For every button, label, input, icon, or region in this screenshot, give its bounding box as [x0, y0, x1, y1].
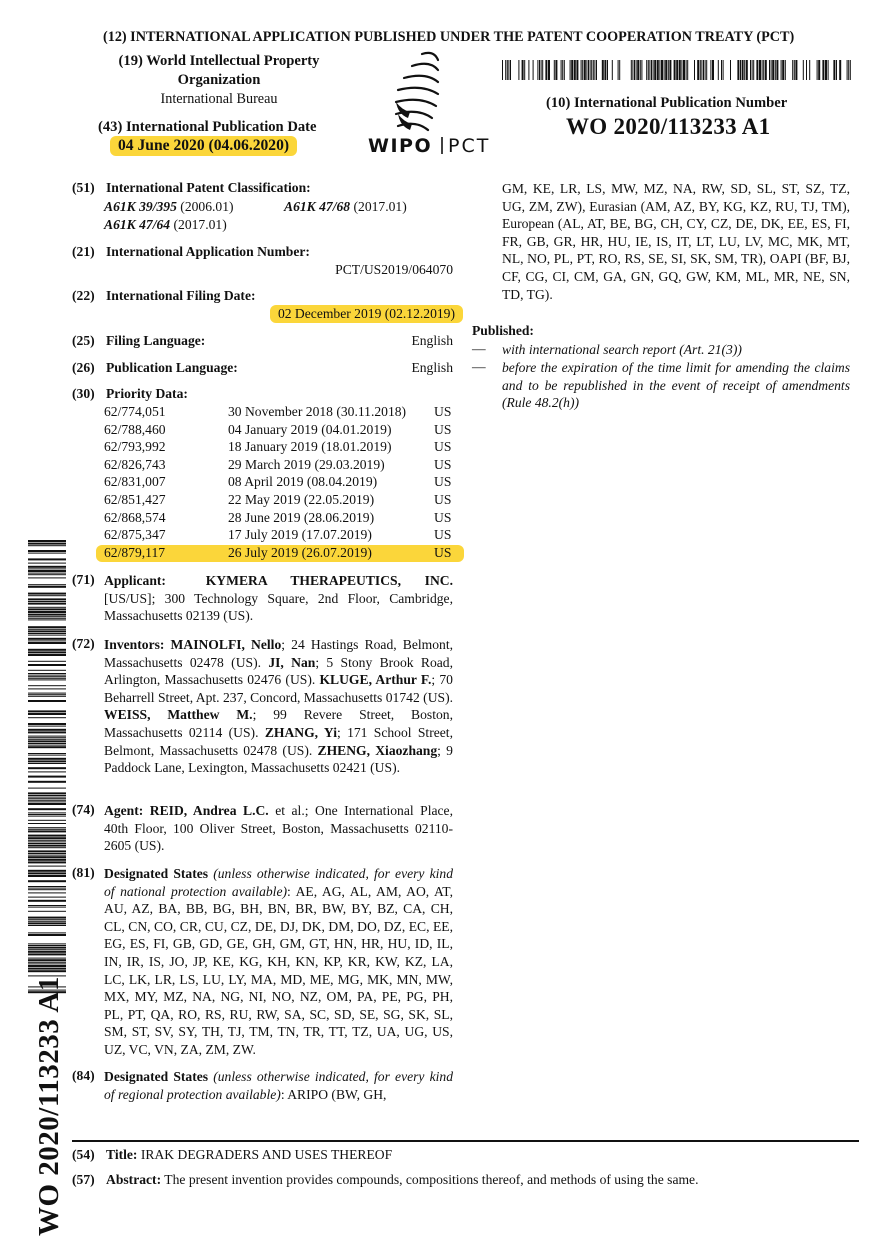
field-51-heading: (51) International Patent Classification: — [72, 180, 311, 195]
priority-country: US — [434, 544, 452, 560]
abstract-label: Abstract: — [106, 1172, 162, 1187]
bibliographic-right-column — [472, 180, 850, 411]
side-publication-number: WO 2020/113233 A1 — [33, 976, 65, 1236]
filing-date-label: International Filing Date: — [106, 288, 256, 303]
wipo-logo-text: WIPO — [368, 135, 433, 157]
priority-row — [104, 422, 494, 440]
organization-name: World Intellectual Property — [146, 53, 320, 69]
priority-date: 22 May 2019 (22.05.2019) — [228, 492, 375, 507]
designated-states-list: : AE, AG, AL, AM, AO, AT, AU, AZ, BA, BB, BG, BH, BN, BR, BW, BY, BZ, CA, CH, CL, CN, CO, CR, CU, CZ, DE, DJ, DK, DM, DO, DZ, EC, EE, EG, ES, FI, GB, GD, GE, GH, GM, GT, HN, HR, HU, ID, IL, IN, IR, IS, JO, JP, KE, KG, KH, KN, KP, KR, KW, KZ, LA, LC, LK, LR, LS, LU, LY, MA, MD, ME, MG, MK, MN, MW, MX, MY, MZ, NA, NG, NI, NO, NZ, OM, PA, PE, PG, PH, PL, PT, QA, RO, RS, RU, RW, SA, SC, SD, SE, SG, SK, SL, SM, ST, SV, SY, TH, TJ, TM, TN, TR, TT, TZ, UA, UG, US, UZ, VC, VN, ZA, ZM, ZW. — [104, 883, 453, 1057]
priority-row — [104, 510, 494, 528]
priority-data-table — [72, 404, 472, 569]
ipc-label: International Patent Classification: — [106, 180, 311, 195]
applicant-address: [US/US]; 300 Technology Square, 2nd Floor, Cambridge, Massachusetts 02139 (US). — [104, 590, 453, 624]
publication-number-label: (10) International Publication Number — [546, 95, 788, 111]
ipc-class: A61K 39/395 — [104, 199, 177, 214]
field-22-heading: (22) International Filing Date: — [72, 288, 256, 303]
field-81-designated-states: (81) Designated States (unless otherwise indicated, for every kind of national protection available): AE, AG, AL, AM, AO, AT, AU, AZ, BA, BB, BG, BH, BN, BR, BW, BY, BZ, CA, CH, CL, CN, CO, CR, CU, CZ, DE, DJ, DK, DM, DO, DZ, EC, EE, EG, ES, FI, GB, GD, GE, GH, GM, GT, HN, HR, HU, ID, IL, IN, IR, IS, JO, JP, KE, KG, KH, KN, KP, KR, KW, KZ, LA, LC, LK, LR, LS, LU, LY, MA, MD, ME, MG, MK, MN, MW, MX, MY, MZ, NA, NG, NI, NO, NZ, OM, PA, PE, PG, PH, PL, PT, QA, RO, RS, RU, RW, SA, SC, SD, SE, SG, SK, SL, SM, ST, SV, SY, TH, TJ, TM, TN, TR, TT, TZ, UA, UG, US, UZ, VC, VN, ZA, ZM, ZW. — [72, 865, 454, 1057]
priority-number: 62/826,743 — [104, 456, 166, 472]
barcode-icon — [502, 60, 852, 80]
priority-number: 62/793,992 — [104, 439, 166, 455]
priority-date: 17 July 2019 (17.07.2019) — [228, 527, 372, 543]
priority-row — [104, 404, 494, 422]
published-before-amendment: before the expiration of the time limit for amending the claims and to be republished in the event of receipt of amendments (Rule 48.2(h)) — [502, 360, 850, 411]
dash-bullet: — — [472, 341, 486, 356]
side-barcode-icon — [28, 540, 66, 995]
field-71-applicant: (71) Applicant: KYMERA THERAPEUTICS, INC. [US/US]; 300 Technology Square, 2nd Floor, Cambridge, Massachusetts 02139 (US). — [72, 572, 453, 624]
document-kind-heading: (12) INTERNATIONAL APPLICATION PUBLISHED UNDER THE PATENT COOPERATION TREATY (PCT) — [103, 29, 795, 45]
organization-name-line1 — [104, 52, 334, 71]
priority-number: 62/774,051 — [104, 404, 166, 419]
priority-date: 04 January 2019 (04.01.2019) — [228, 421, 392, 437]
priority-number: 62/831,007 — [104, 474, 166, 490]
priority-data-label: Priority Data: — [106, 386, 188, 401]
priority-country: US — [434, 404, 452, 419]
priority-country: US — [434, 474, 452, 490]
priority-date: 29 March 2019 (29.03.2019) — [228, 456, 385, 472]
priority-country: US — [434, 492, 452, 507]
priority-row — [104, 492, 494, 510]
organization-name-line2: Organization — [177, 72, 261, 88]
wipo-logo-icon — [368, 48, 504, 157]
priority-number: 62/875,347 — [104, 527, 166, 543]
ipc-class: A61K 47/68 — [284, 199, 351, 214]
filing-language-value: English — [411, 333, 453, 348]
priority-number: 62/788,460 — [104, 421, 166, 437]
priority-row — [104, 474, 494, 492]
title-field: (54) Title: IRAK DEGRADERS AND USES THEREOF — [72, 1147, 393, 1162]
field-84-designated-states: (84) Designated States (unless otherwise indicated, for every kind of regional protection available): ARIPO (BW, GH, — [72, 1068, 454, 1102]
agent-name: REID, Andrea L.C. — [149, 803, 269, 818]
priority-date: 18 January 2019 (18.01.2019) — [228, 439, 392, 455]
inventor-name: MAINOLFI, Nello — [170, 637, 282, 652]
publication-date-label: (43) International Publication Date — [98, 119, 317, 135]
publication-date-value: 04 June 2020 (04.06.2020) — [110, 136, 297, 156]
priority-date: 26 July 2019 (26.07.2019) — [228, 544, 372, 560]
priority-number: 62/879,117 — [104, 544, 166, 560]
ipc-classes-row1b: A61K 47/68 (2017.01) — [284, 199, 407, 214]
priority-number: 62/868,574 — [104, 509, 166, 525]
priority-country: US — [434, 439, 452, 455]
regional-states-continuation: GM, KE, LR, LS, MW, MZ, NA, RW, SD, SL, ST, SZ, TZ, UG, ZM, ZW), Eurasian (AM, AZ, BY, KG, KZ, RU, TJ, TM), European (AL, AT, BE, BG, CH, CY, CZ, DE, DK, EE, ES, FI, FR, GB, GR, HR, HU, IE, IS, IT, LT, LU, LV, MC, MK, MT, NL, NO, PL, PT, RO, RS, SE, SI, SK, SM, TR), OAPI (BF, BJ, CF, CG, CI, CM, GA, GN, GQ, GW, KM, ML, MR, NE, SN, TD, TG). — [502, 181, 850, 302]
abstract-text: The present invention provides compounds, compositions thereof, and methods of using the same. — [164, 1172, 699, 1187]
divider — [72, 1140, 859, 1142]
field-72-inventors: (72) Inventors: MAINOLFI, Nello; 24 Hastings Road, Belmont, Massachusetts 02478 (US). JI, Nan; 5 Stony Brook Road, Arlington, Massachusetts 02476 (US). KLUGE, Arthur F.; 70 Beharrell Street, Apt. 237, Concord, Massachusetts 01742 (US). WEISS, Matthew M.; 99 Revere Street, Boston, Massachusetts 02114 (US). ZHANG, Yi; 171 School Street, Belmont, Massachusetts 02478 (US). ZHENG, Xiaozhang; 9 Paddock Lane, Lexington, Massachusetts 02421 (US). — [72, 636, 453, 776]
dash-bullet: — — [472, 359, 486, 374]
inventors-label: Inventors: — [104, 637, 165, 652]
published-item — [472, 341, 850, 359]
priority-country: US — [434, 509, 452, 525]
inventor-name: KLUGE, Arthur F. — [319, 672, 432, 688]
organization-block — [104, 52, 334, 109]
priority-date: 28 June 2019 (28.06.2019) — [228, 509, 375, 525]
field-30-heading: (30) Priority Data: — [72, 386, 188, 401]
priority-row — [104, 527, 494, 545]
ipc-classes-row1: A61K 39/395 (2006.01) — [104, 199, 234, 214]
publication-number-value: WO 2020/113233 A1 — [566, 114, 771, 139]
priority-number: 62/851,427 — [104, 492, 166, 507]
applicant-name: KYMERA THERAPEUTICS, INC. — [205, 573, 453, 588]
inventor-name: WEISS, Matthew M. — [104, 707, 253, 723]
priority-country: US — [434, 421, 452, 437]
ipc-classes-row2: A61K 47/64 (2017.01) — [104, 217, 227, 232]
inventor-name: ZHANG, Yi — [264, 724, 337, 740]
published-label: Published: — [472, 323, 534, 338]
priority-country: US — [434, 456, 452, 472]
priority-row — [104, 457, 494, 475]
designated-states-label: Designated States — [104, 866, 209, 881]
application-number-label: International Application Number: — [106, 244, 310, 259]
field-21-heading: (21) International Application Number: — [72, 244, 310, 259]
organization-code: (19) — [118, 53, 143, 69]
abstract-field: (57) Abstract: The present invention provides compounds, compositions thereof, and methods of using the same. — [72, 1172, 699, 1187]
field-25-heading: (25) Filing Language: — [72, 333, 206, 348]
agent-label: Agent: — [104, 803, 144, 818]
applicant-label: Applicant: — [104, 573, 166, 588]
inventor-name: JI, Nan — [268, 654, 316, 670]
title-label: Title: — [106, 1147, 138, 1162]
ipc-class: A61K 47/64 — [104, 217, 171, 232]
regional-states-list: : ARIPO (BW, GH, — [280, 1086, 387, 1102]
priority-row — [96, 545, 464, 563]
field-26-heading: (26) Publication Language: — [72, 360, 238, 375]
invention-title: IRAK DEGRADERS AND USES THEREOF — [140, 1147, 393, 1162]
published-item — [472, 359, 850, 412]
priority-country: US — [434, 527, 452, 543]
regional-states-note: (unless otherwise indicated, for every kind of regional protection available) — [104, 1069, 454, 1102]
agent-address: et al.; One International Place, 40th Floor, 100 Oliver Street, Boston, Massachusetts 02110-2605 (US). — [104, 803, 453, 854]
pct-logo-text: PCT — [448, 135, 491, 157]
regional-states-label: Designated States — [104, 1069, 209, 1084]
field-74-agent: (74) Agent: REID, Andrea L.C. et al.; One International Place, 40th Floor, 100 Oliver Street, Boston, Massachusetts 02110-2605 (US). — [72, 802, 453, 854]
priority-row — [104, 439, 494, 457]
international-bureau: International Bureau — [160, 91, 278, 107]
priority-date: 30 November 2018 (30.11.2018) — [228, 404, 407, 419]
publication-language-label: Publication Language: — [106, 360, 238, 375]
publication-language-value: English — [411, 360, 453, 375]
filing-language-label: Filing Language: — [106, 333, 206, 348]
published-with-search-report: with international search report (Art. 21(3)) — [502, 342, 742, 357]
filing-date-value: 02 December 2019 (02.12.2019) — [270, 305, 463, 323]
inventor-name: ZHENG, Xiaozhang — [317, 742, 438, 758]
application-number-value: PCT/US2019/064070 — [335, 262, 453, 277]
priority-date: 08 April 2019 (08.04.2019) — [228, 474, 378, 490]
designated-states-note: (unless otherwise indicated, for every kind of national protection available) — [104, 866, 454, 899]
